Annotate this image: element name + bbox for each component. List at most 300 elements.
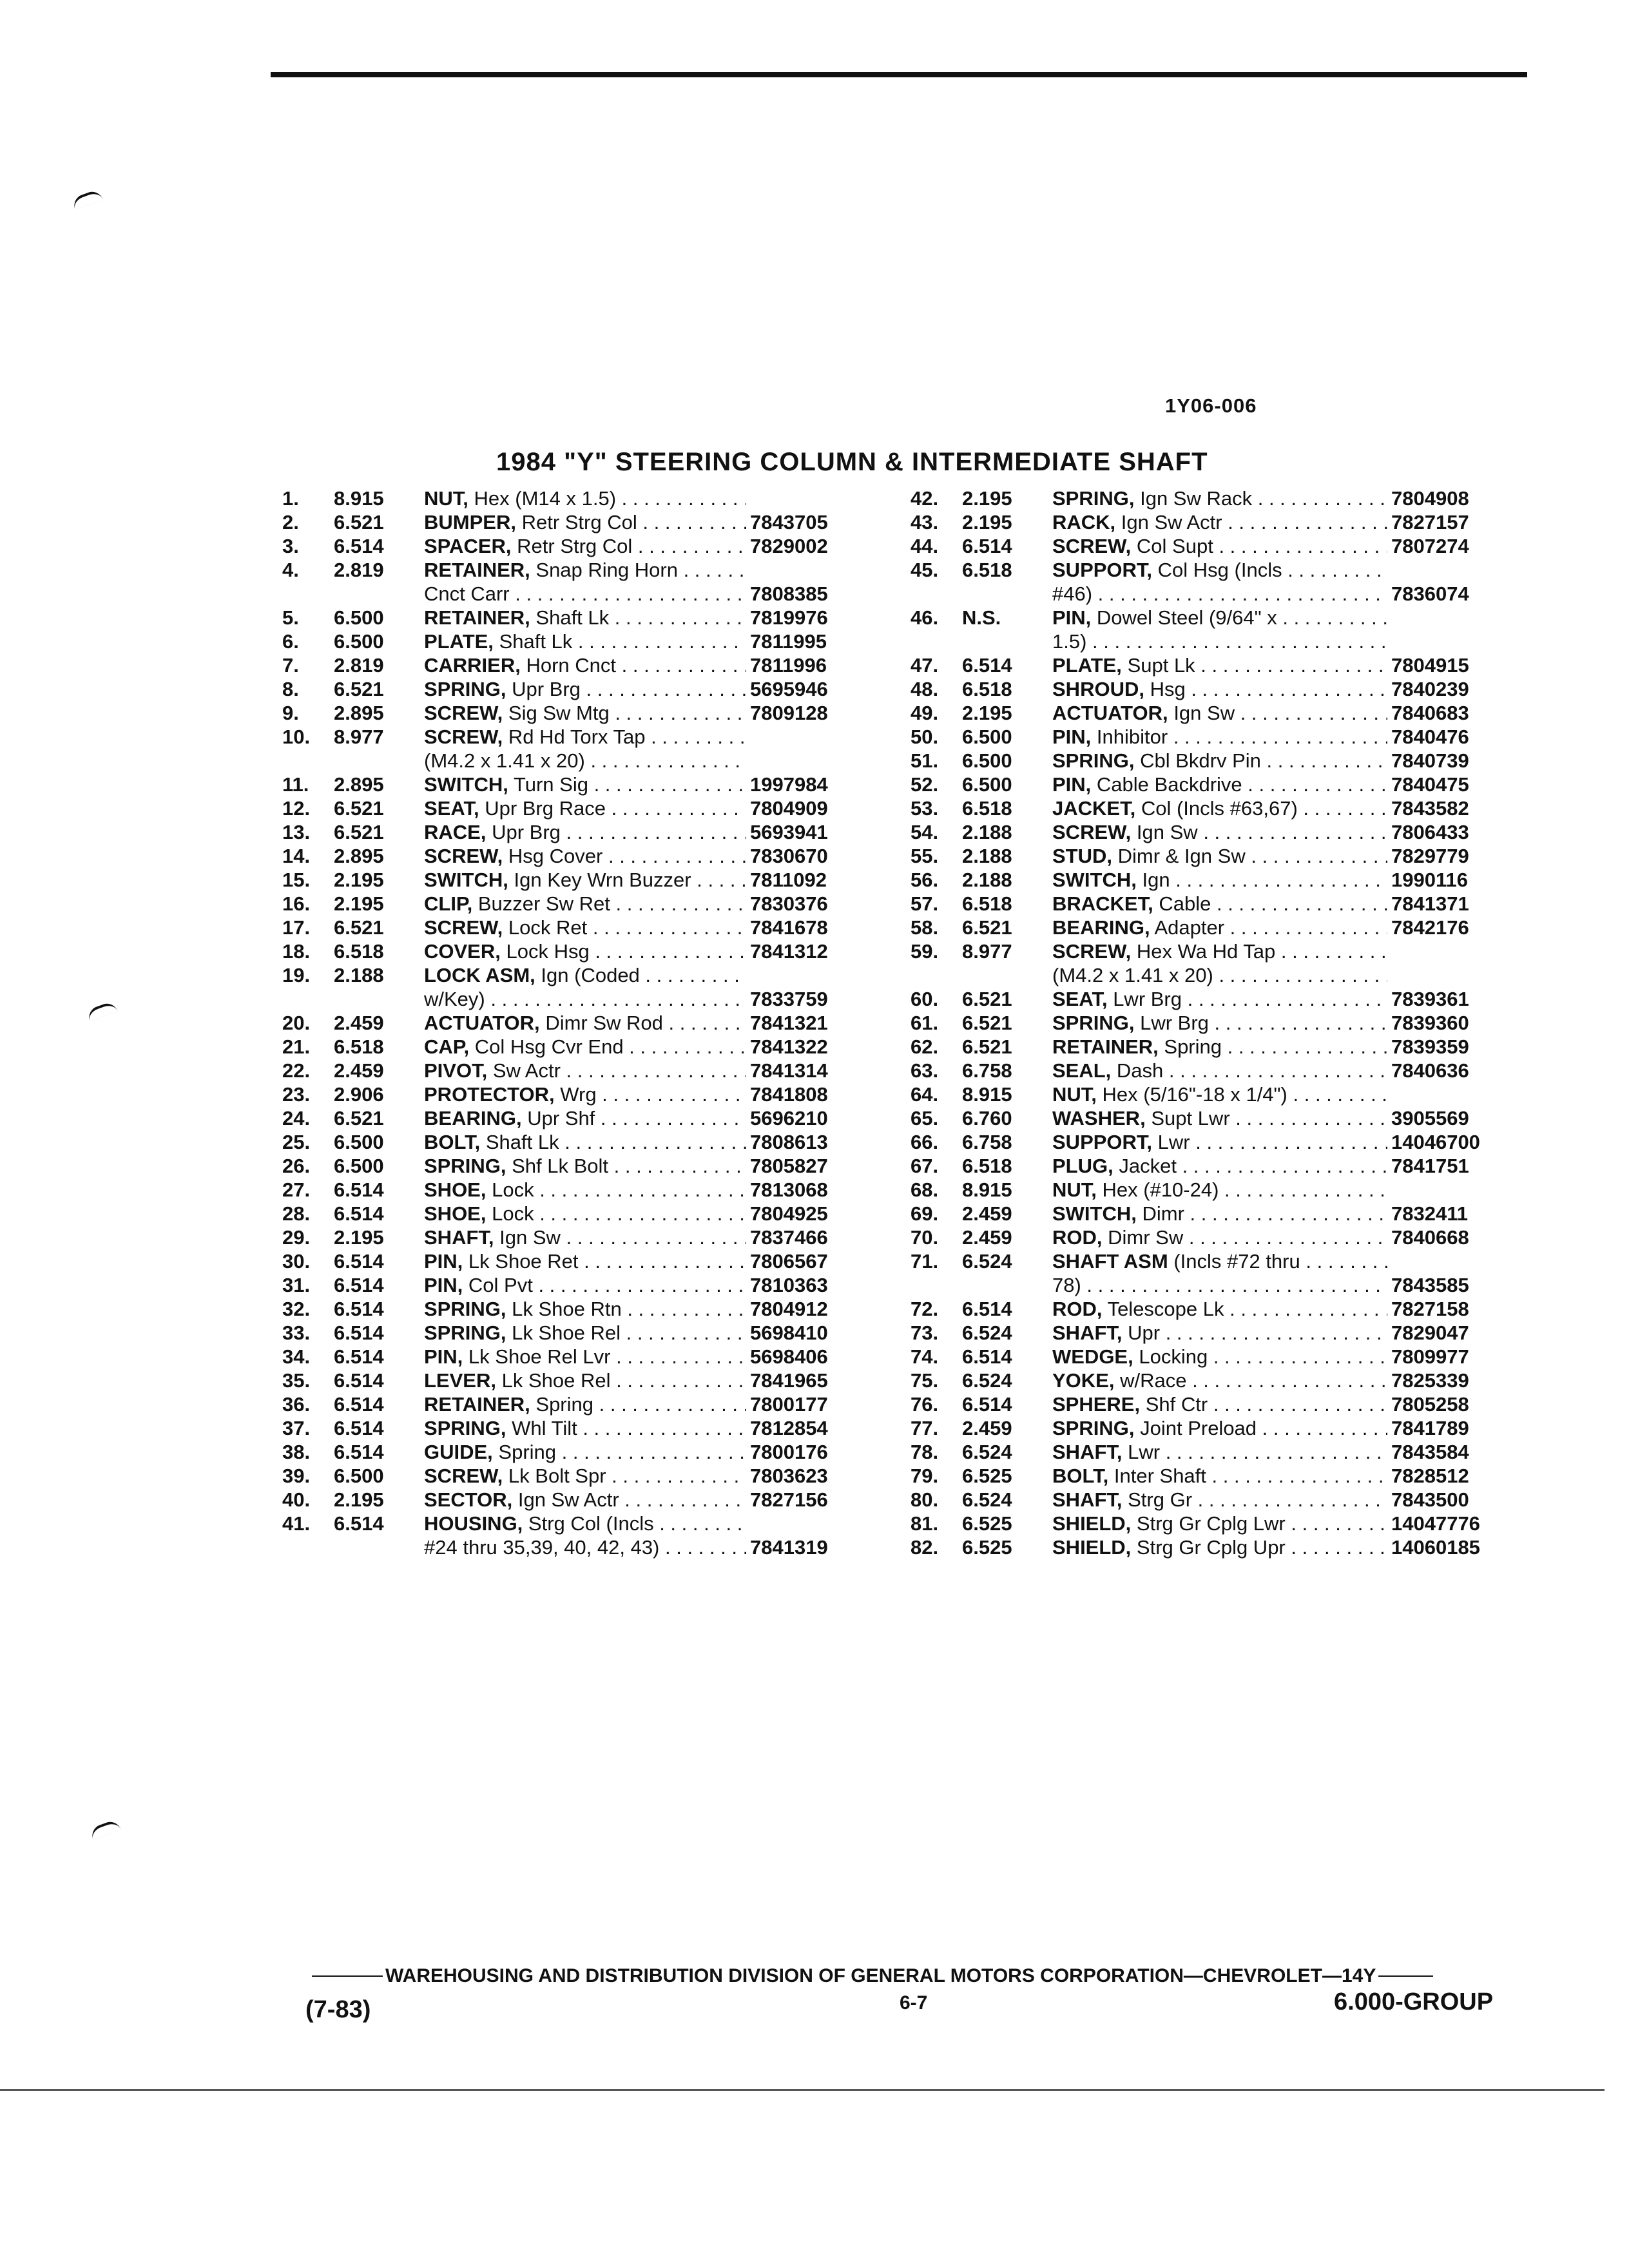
part-name: SWITCH, (1052, 1202, 1137, 1225)
part-number: 7841965 (750, 1369, 828, 1392)
part-name: SHAFT, (1052, 1488, 1123, 1511)
parts-row (911, 749, 1571, 773)
group-number: 6.514 (334, 1417, 384, 1439)
part-name: STUD, (1052, 845, 1112, 867)
part-number: 7841322 (750, 1035, 828, 1058)
group-number: N.S. (962, 606, 1001, 629)
part-description (1052, 749, 1387, 773)
part-detail: Lk Shoe Rtn (512, 1298, 622, 1320)
parts-row (911, 1106, 1571, 1130)
part-detail: Shaft Lk (535, 606, 610, 629)
group-number: 2.459 (334, 1059, 384, 1082)
item-number: 65. (911, 1107, 939, 1129)
part-detail: 78) (1052, 1274, 1081, 1296)
parts-row (282, 1178, 894, 1202)
part-detail: Dash (1116, 1059, 1164, 1082)
parts-row (282, 1202, 894, 1225)
item-number: 32. (282, 1298, 311, 1320)
item-number: 53. (911, 797, 939, 820)
part-detail: Col Pvt (468, 1274, 533, 1296)
part-description (1052, 725, 1387, 749)
part-detail: Dimr Sw Rod (545, 1012, 663, 1034)
group-number: 2.188 (962, 821, 1012, 843)
item-number: 44. (911, 535, 939, 557)
part-description (424, 987, 746, 1011)
part-name: SPHERE, (1052, 1393, 1141, 1416)
part-number: 7809977 (1391, 1345, 1469, 1368)
part-name: YOKE, (1052, 1369, 1115, 1392)
part-number: 7833759 (750, 988, 828, 1010)
parts-row (282, 1488, 894, 1512)
item-number: 59. (911, 940, 939, 963)
part-number: 7813068 (750, 1178, 828, 1201)
part-detail: Col Supt (1136, 535, 1213, 557)
part-name: SHIELD, (1052, 1512, 1132, 1535)
part-description (1052, 701, 1387, 725)
part-number: 7800177 (750, 1393, 828, 1416)
item-number: 46. (911, 606, 939, 629)
part-description (424, 677, 746, 701)
parts-row (282, 820, 894, 844)
part-detail: Lwr Brg (1140, 1012, 1209, 1034)
part-detail: Turn Sig (513, 773, 588, 796)
group-number: 6.521 (962, 1012, 1012, 1034)
part-detail: Ign Sw (1173, 702, 1235, 724)
part-description (1052, 1130, 1387, 1154)
item-number: 14. (282, 845, 311, 867)
group-number: 2.188 (962, 845, 1012, 867)
parts-row (911, 820, 1571, 844)
part-description (424, 582, 746, 606)
part-number: 7840668 (1391, 1226, 1469, 1249)
part-name: CARRIER, (424, 654, 521, 677)
parts-row (282, 1082, 894, 1106)
part-description (1052, 987, 1387, 1011)
group-number: 8.977 (334, 726, 384, 748)
part-name: SCREW, (424, 726, 503, 748)
part-number: 7836074 (1391, 582, 1469, 605)
group-number: 2.195 (334, 1226, 384, 1249)
part-description (424, 1488, 746, 1512)
part-detail: Inhibitor (1096, 726, 1168, 748)
parts-row (911, 1392, 1571, 1416)
part-description (1052, 892, 1387, 916)
part-number: 7811996 (750, 654, 827, 677)
part-number: 7828512 (1391, 1465, 1469, 1487)
parts-row (911, 1082, 1571, 1106)
parts-row (282, 582, 894, 606)
part-number: 7829002 (750, 535, 828, 557)
part-number: 7839361 (1391, 988, 1469, 1010)
part-name: SCREW, (1052, 821, 1132, 843)
part-description (1052, 1535, 1387, 1559)
parts-row (911, 1154, 1571, 1178)
group-number: 6.760 (962, 1107, 1012, 1129)
item-number: 57. (911, 892, 939, 915)
item-number: 64. (911, 1083, 939, 1106)
part-name: BOLT, (1052, 1465, 1109, 1487)
item-number: 49. (911, 702, 939, 724)
part-name: SPRING, (1052, 749, 1135, 772)
group-number: 6.521 (962, 988, 1012, 1010)
part-number: 7840683 (1391, 702, 1469, 724)
group-number: 6.514 (962, 535, 1012, 557)
item-number: 70. (911, 1226, 939, 1249)
part-detail: Wrg (560, 1083, 597, 1106)
part-number: 5693941 (750, 821, 828, 843)
part-number: 7819976 (750, 606, 828, 629)
part-description (1052, 868, 1387, 892)
part-name: SPRING, (1052, 487, 1135, 510)
part-detail: Lwr (1128, 1441, 1161, 1463)
part-name: SHAFT, (424, 1226, 494, 1249)
part-description (424, 1535, 746, 1559)
part-number: 14060185 (1391, 1536, 1480, 1559)
group-number: 6.514 (334, 1298, 384, 1320)
part-description (424, 558, 746, 582)
part-description (1052, 1345, 1387, 1369)
part-description (424, 1059, 746, 1082)
part-name: PIN, (1052, 606, 1092, 629)
item-number: 10. (282, 726, 311, 748)
group-number: 6.500 (334, 606, 384, 629)
parts-row (282, 1321, 894, 1345)
item-number: 29. (282, 1226, 311, 1249)
part-detail: Ign Sw (499, 1226, 561, 1249)
group-number: 2.819 (334, 559, 384, 581)
part-description (424, 1345, 746, 1369)
part-name: SHAFT ASM (1052, 1250, 1168, 1273)
group-number: 6.518 (962, 678, 1012, 700)
part-detail: Cable Backdrive (1096, 773, 1242, 796)
part-name: SCREW, (424, 916, 503, 939)
group-number: 6.521 (334, 797, 384, 820)
part-name: SPRING, (424, 678, 506, 700)
part-number: 7804909 (750, 797, 828, 820)
part-description (1052, 1464, 1387, 1488)
part-number: 7840475 (1391, 773, 1469, 796)
group-number: 6.525 (962, 1536, 1012, 1559)
part-description (1052, 653, 1387, 677)
parts-row (911, 844, 1571, 868)
part-detail: Hsg Cover (508, 845, 603, 867)
part-name: SCREW, (1052, 940, 1132, 963)
part-name: RETAINER, (1052, 1035, 1159, 1058)
parts-row (911, 1178, 1571, 1202)
part-detail: Strg Gr (1128, 1488, 1193, 1511)
item-number: 50. (911, 726, 939, 748)
part-detail: Hsg (1150, 678, 1186, 700)
part-description (424, 963, 746, 987)
part-number: 7800176 (750, 1441, 828, 1463)
part-description (424, 1369, 746, 1392)
part-name: PLUG, (1052, 1155, 1113, 1177)
part-description (424, 1154, 746, 1178)
part-description (1052, 820, 1387, 844)
item-number: 60. (911, 988, 939, 1010)
footer-rule-right (1378, 1975, 1433, 1977)
part-detail: Lock (492, 1178, 534, 1201)
part-detail: Upr Brg Race (485, 797, 606, 820)
group-number: 2.195 (962, 511, 1012, 533)
part-number: 7805258 (1391, 1393, 1469, 1416)
part-description (424, 796, 746, 820)
item-number: 21. (282, 1035, 311, 1058)
part-name: RACE, (424, 821, 487, 843)
part-name: BRACKET, (1052, 892, 1153, 915)
part-detail: Lk Shoe Rel (512, 1321, 621, 1344)
parts-list-left (282, 486, 894, 1559)
item-number: 82. (911, 1536, 939, 1559)
group-number: 6.524 (962, 1369, 1012, 1392)
part-detail: Ign (1142, 869, 1170, 891)
parts-row (282, 939, 894, 963)
parts-row (282, 868, 894, 892)
parts-row (911, 1535, 1571, 1559)
part-number: 7843585 (1391, 1274, 1469, 1296)
bottom-rule (0, 2089, 1605, 2091)
item-number: 2. (282, 511, 299, 533)
part-description (424, 1249, 746, 1273)
part-number: 7841808 (750, 1083, 828, 1106)
parts-row (282, 629, 894, 653)
revision-date: (7-83) (305, 1996, 371, 2023)
part-number: 7808385 (750, 582, 828, 605)
part-number: 7841751 (1391, 1155, 1469, 1177)
part-number: 1990116 (1391, 869, 1468, 891)
part-name: BUMPER, (424, 511, 516, 533)
item-number: 61. (911, 1012, 939, 1034)
group-number: 2.459 (962, 1202, 1012, 1225)
item-number: 54. (911, 821, 939, 843)
item-number: 42. (911, 487, 939, 510)
part-description (424, 1130, 746, 1154)
parts-row (911, 606, 1571, 629)
part-number: 7827157 (1391, 511, 1469, 533)
part-detail: Col Hsg Cvr End (474, 1035, 624, 1058)
group-number: 2.895 (334, 702, 384, 724)
parts-row (282, 1130, 894, 1154)
parts-row (911, 1440, 1571, 1464)
part-name: RETAINER, (424, 1393, 530, 1416)
part-number: 7832411 (1391, 1202, 1468, 1225)
item-number: 67. (911, 1155, 939, 1177)
parts-row (911, 939, 1571, 963)
part-detail: Hex (M14 x 1.5) (474, 487, 617, 510)
item-number: 55. (911, 845, 939, 867)
group-number: 6.518 (334, 1035, 384, 1058)
part-description (424, 653, 746, 677)
group-number: 6.524 (962, 1488, 1012, 1511)
part-name: NUT, (1052, 1083, 1097, 1106)
parts-row (911, 773, 1571, 796)
part-number: 7843705 (750, 511, 828, 533)
footer-division (309, 1965, 1521, 1987)
item-number: 68. (911, 1178, 939, 1201)
group-number: 6.500 (334, 630, 384, 653)
part-description (424, 701, 746, 725)
parts-row (282, 1440, 894, 1464)
part-detail: Lk Shoe Ret (468, 1250, 579, 1273)
parts-row (282, 1369, 894, 1392)
group-number: 8.915 (962, 1083, 1012, 1106)
part-name: SHAFT, (1052, 1441, 1123, 1463)
part-detail: Hex (5/16"-18 x 1/4") (1102, 1083, 1287, 1106)
part-description (424, 749, 746, 773)
group-number: 6.524 (962, 1321, 1012, 1344)
parts-row (911, 510, 1571, 534)
group-number: 6.514 (962, 1298, 1012, 1320)
parts-row (911, 1011, 1571, 1035)
group-number: 2.895 (334, 845, 384, 867)
parts-row (911, 1273, 1571, 1297)
part-detail: Retr Strg Col (521, 511, 637, 533)
parts-row (911, 892, 1571, 916)
part-detail: Inter Shaft (1113, 1465, 1206, 1487)
parts-row (911, 1464, 1571, 1488)
part-name: SCREW, (424, 1465, 503, 1487)
part-detail: Locking (1139, 1345, 1208, 1368)
part-description (424, 1321, 746, 1345)
parts-row (282, 701, 894, 725)
parts-row (911, 1059, 1571, 1082)
part-number: 7830376 (750, 892, 828, 915)
item-number: 3. (282, 535, 299, 557)
part-detail: Ign (Coded (541, 964, 640, 986)
group-number: 6.518 (962, 559, 1012, 581)
item-number: 19. (282, 964, 311, 986)
part-number: 7810363 (750, 1274, 828, 1296)
item-number: 62. (911, 1035, 939, 1058)
part-name: CLIP, (424, 892, 473, 915)
part-description (1052, 1440, 1387, 1464)
group-number: 6.514 (334, 1321, 384, 1344)
part-description (1052, 1321, 1387, 1345)
item-number: 77. (911, 1417, 939, 1439)
part-name: BOLT, (424, 1131, 481, 1153)
part-description (424, 510, 746, 534)
top-rule (271, 72, 1527, 77)
part-description (424, 1273, 746, 1297)
parts-row (911, 629, 1571, 653)
part-number: 7808613 (750, 1131, 828, 1153)
parts-row (911, 558, 1571, 582)
part-detail: Cbl Bkdrv Pin (1140, 749, 1261, 772)
part-detail: Ign Sw Actr (517, 1488, 619, 1511)
part-detail: Shaft Lk (499, 630, 573, 653)
parts-row (911, 916, 1571, 939)
page-number: 6-7 (900, 1992, 928, 2013)
group-number: 6.524 (962, 1250, 1012, 1273)
part-name: PIN, (424, 1250, 463, 1273)
part-detail: Lock Hsg (506, 940, 590, 963)
part-detail: Lwr (1157, 1131, 1190, 1153)
item-number: 38. (282, 1441, 311, 1463)
part-number: 7839359 (1391, 1035, 1469, 1058)
part-name: SHROUD, (1052, 678, 1144, 700)
part-name: NUT, (424, 487, 468, 510)
parts-row (282, 677, 894, 701)
group-number: 6.758 (962, 1131, 1012, 1153)
part-name: LOCK ASM, (424, 964, 535, 986)
left-margin-mark (89, 1819, 120, 1840)
group-number: 2.459 (962, 1226, 1012, 1249)
part-description (424, 1202, 746, 1225)
parts-row (282, 892, 894, 916)
item-number: 16. (282, 892, 311, 915)
group-number: 6.514 (334, 1369, 384, 1392)
left-margin-mark (86, 1001, 117, 1022)
parts-row (282, 987, 894, 1011)
group-number: 6.521 (334, 1107, 384, 1129)
part-number: 7842176 (1391, 916, 1469, 939)
group-number: 8.915 (334, 487, 384, 510)
part-detail: Dimr & Ign Sw (1117, 845, 1246, 867)
parts-row (282, 486, 894, 510)
part-name: CAP, (424, 1035, 470, 1058)
part-detail: Cable (1159, 892, 1211, 915)
part-number: 7840739 (1391, 749, 1469, 772)
group-number: 6.521 (962, 1035, 1012, 1058)
item-number: 5. (282, 606, 299, 629)
group-number: 6.758 (962, 1059, 1012, 1082)
part-detail: Sw Actr (492, 1059, 561, 1082)
part-description (1052, 844, 1387, 868)
parts-row (911, 1297, 1571, 1321)
part-description (1052, 1392, 1387, 1416)
group-number: 8.977 (962, 940, 1012, 963)
part-detail: #24 thru 35,39, 40, 42, 43) (424, 1536, 660, 1559)
item-number: 26. (282, 1155, 311, 1177)
part-description (424, 773, 746, 796)
part-number: 7840636 (1391, 1059, 1469, 1082)
part-number: 7841314 (750, 1059, 828, 1082)
parts-row (282, 749, 894, 773)
part-detail: w/Key) (424, 988, 485, 1010)
parts-row (911, 1035, 1571, 1059)
part-description (424, 629, 746, 653)
part-description (1052, 773, 1387, 796)
item-number: 20. (282, 1012, 311, 1034)
part-description (1052, 1488, 1387, 1512)
item-number: 34. (282, 1345, 311, 1368)
part-description (424, 1392, 746, 1416)
part-detail: Spring (1164, 1035, 1222, 1058)
group-number: 2.819 (334, 654, 384, 677)
parts-row (911, 653, 1571, 677)
part-name: SWITCH, (1052, 869, 1137, 891)
part-detail: w/Race (1120, 1369, 1187, 1392)
left-margin-mark (71, 189, 102, 210)
group-number: 2.459 (334, 1012, 384, 1034)
group-number: 6.514 (334, 1178, 384, 1201)
group-number: 8.915 (962, 1178, 1012, 1201)
part-name: SEAT, (424, 797, 479, 820)
part-description (424, 1106, 746, 1130)
parts-row (911, 796, 1571, 820)
parts-row (282, 1225, 894, 1249)
part-description (1052, 796, 1387, 820)
item-number: 24. (282, 1107, 311, 1129)
group-number: 6.500 (334, 1131, 384, 1153)
item-number: 36. (282, 1393, 311, 1416)
group-number: 6.525 (962, 1512, 1012, 1535)
part-number: 7843500 (1391, 1488, 1469, 1511)
part-name: SECTOR, (424, 1488, 513, 1511)
group-number: 6.518 (334, 940, 384, 963)
part-name: PIN, (424, 1274, 463, 1296)
part-name: NUT, (1052, 1178, 1097, 1201)
